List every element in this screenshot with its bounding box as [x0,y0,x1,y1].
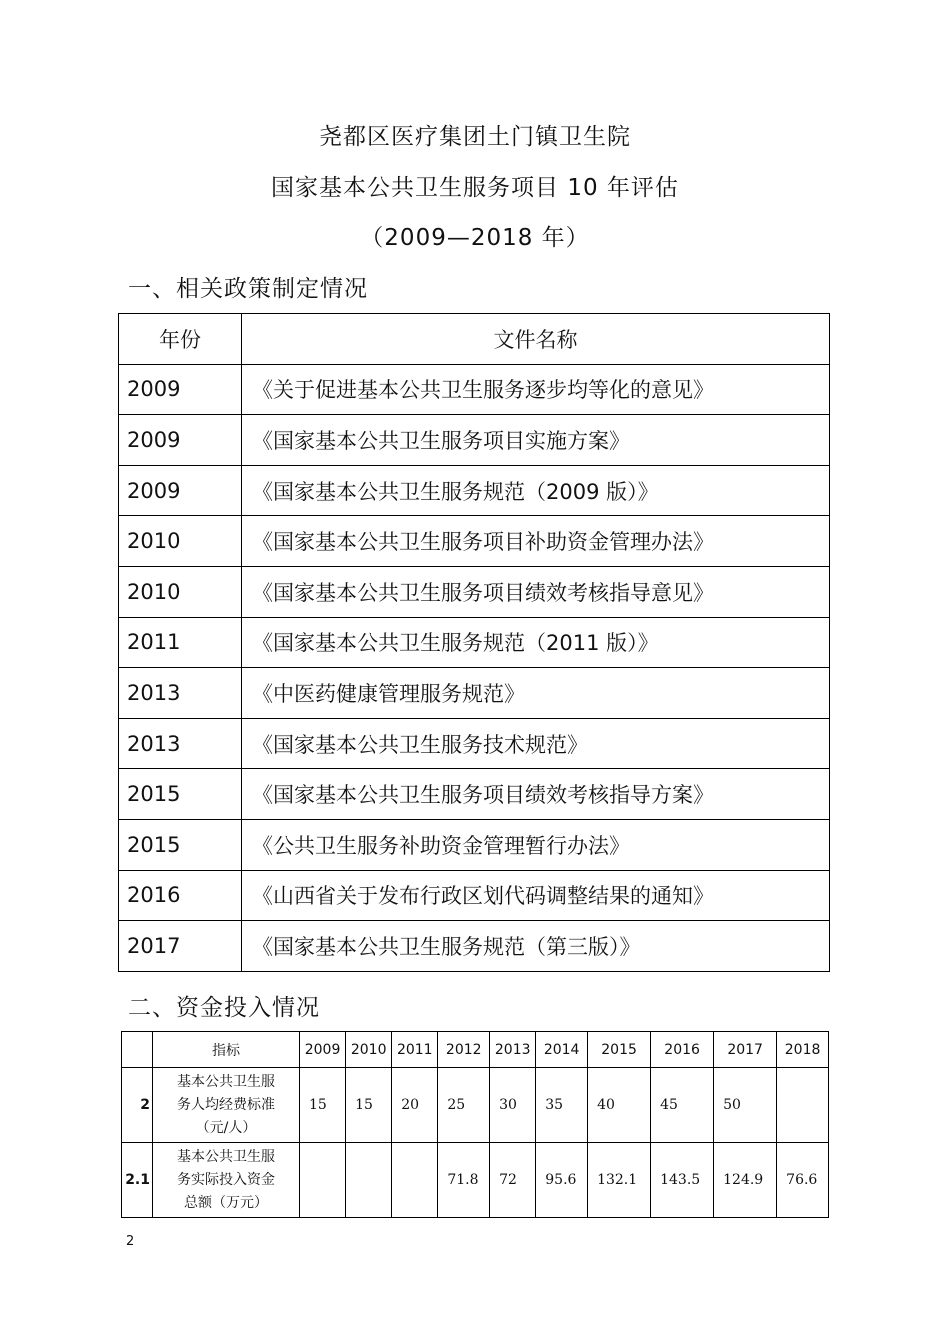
policy-year: 2010 [119,516,242,567]
policy-table [118,313,830,972]
policy-year: 2009 [119,364,242,415]
col-header-year: 2014 [536,1032,588,1068]
col-header-year: 2018 [777,1032,829,1068]
indicator-value: 25 [438,1068,490,1143]
table-row [122,1143,829,1218]
doc-title-line3: （2009—2018 年） [360,225,590,251]
indicator-value: 20 [392,1068,438,1143]
indicator-value: 45 [651,1068,714,1143]
policy-year: 2015 [119,819,242,870]
indicator-value: 95.6 [536,1143,588,1218]
doc-title-line1: 尧都区医疗集团土门镇卫生院 [319,124,631,150]
indicator-label-line: 务实际投入资金 [177,1171,275,1188]
indicator-label [153,1143,300,1218]
indicator-label-line: （元/人） [195,1119,257,1136]
col-header-year: 年份 [119,314,242,365]
col-header-blank [122,1032,153,1068]
indicator-value: 143.5 [651,1143,714,1218]
policy-year: 2009 [119,415,242,466]
indicator-number: 2.1 [122,1143,153,1218]
indicator-value: 30 [490,1068,536,1143]
indicator-value: 71.8 [438,1143,490,1218]
indicator-value: 132.1 [588,1143,651,1218]
table-row [119,921,830,972]
section-2-heading: 二、资金投入情况 [128,995,320,1021]
policy-year: 2013 [119,668,242,719]
policy-document: 《国家基本公共卫生服务项目补助资金管理办法》 [242,516,830,567]
indicator-value [346,1143,392,1218]
table-row [119,668,830,719]
policy-table-header [119,314,830,365]
policy-document: 《国家基本公共卫生服务项目实施方案》 [242,415,830,466]
policy-year: 2009 [119,465,242,516]
table-row [122,1068,829,1143]
indicator-label-line: 总额（万元） [184,1194,268,1211]
col-header-year: 2011 [392,1032,438,1068]
table-row [119,617,830,668]
funding-table [121,1031,829,1218]
table-row [119,769,830,820]
indicator-value [300,1143,346,1218]
table-row [119,364,830,415]
policy-document: 《国家基本公共卫生服务规范（2011 版）》 [242,617,830,668]
col-header-year: 2009 [300,1032,346,1068]
indicator-value: 50 [714,1068,777,1143]
policy-document: 《国家基本公共卫生服务项目绩效考核指导意见》 [242,566,830,617]
indicator-value: 72 [490,1143,536,1218]
col-header-indicator: 指标 [153,1032,300,1068]
indicator-value [392,1143,438,1218]
table-row [119,516,830,567]
section-1-heading: 一、相关政策制定情况 [128,276,368,302]
indicator-value: 76.6 [777,1143,829,1218]
policy-year: 2016 [119,870,242,921]
indicator-label-line: 基本公共卫生服 [177,1073,275,1090]
indicator-value [777,1068,829,1143]
table-row [119,465,830,516]
policy-year: 2013 [119,718,242,769]
table-row [119,870,830,921]
funding-table-header [122,1032,829,1068]
indicator-value: 124.9 [714,1143,777,1218]
policy-document: 《山西省关于发布行政区划代码调整结果的通知》 [242,870,830,921]
doc-title-line2: 国家基本公共卫生服务项目 10 年评估 [271,175,679,201]
indicator-value: 15 [346,1068,392,1143]
policy-document: 《国家基本公共卫生服务项目绩效考核指导方案》 [242,769,830,820]
policy-year: 2011 [119,617,242,668]
indicator-value: 40 [588,1068,651,1143]
indicator-label [153,1068,300,1143]
col-header-doc: 文件名称 [242,314,830,365]
table-row [119,819,830,870]
policy-year: 2017 [119,921,242,972]
page-number: 2 [126,1234,135,1249]
indicator-value: 35 [536,1068,588,1143]
indicator-number: 2 [122,1068,153,1143]
table-row [119,415,830,466]
col-header-year: 2017 [714,1032,777,1068]
table-row [119,566,830,617]
col-header-year: 2015 [588,1032,651,1068]
policy-year: 2015 [119,769,242,820]
policy-document: 《国家基本公共卫生服务规范（2009 版）》 [242,465,830,516]
table-row [119,718,830,769]
policy-year: 2010 [119,566,242,617]
col-header-year: 2010 [346,1032,392,1068]
col-header-year: 2012 [438,1032,490,1068]
indicator-label-line: 基本公共卫生服 [177,1148,275,1165]
indicator-label-line: 务人均经费标准 [177,1096,275,1113]
policy-document: 《中医药健康管理服务规范》 [242,668,830,719]
policy-document: 《国家基本公共卫生服务技术规范》 [242,718,830,769]
col-header-year: 2013 [490,1032,536,1068]
col-header-year: 2016 [651,1032,714,1068]
policy-document: 《国家基本公共卫生服务规范（第三版）》 [242,921,830,972]
policy-document: 《关于促进基本公共卫生服务逐步均等化的意见》 [242,364,830,415]
indicator-value: 15 [300,1068,346,1143]
policy-document: 《公共卫生服务补助资金管理暂行办法》 [242,819,830,870]
